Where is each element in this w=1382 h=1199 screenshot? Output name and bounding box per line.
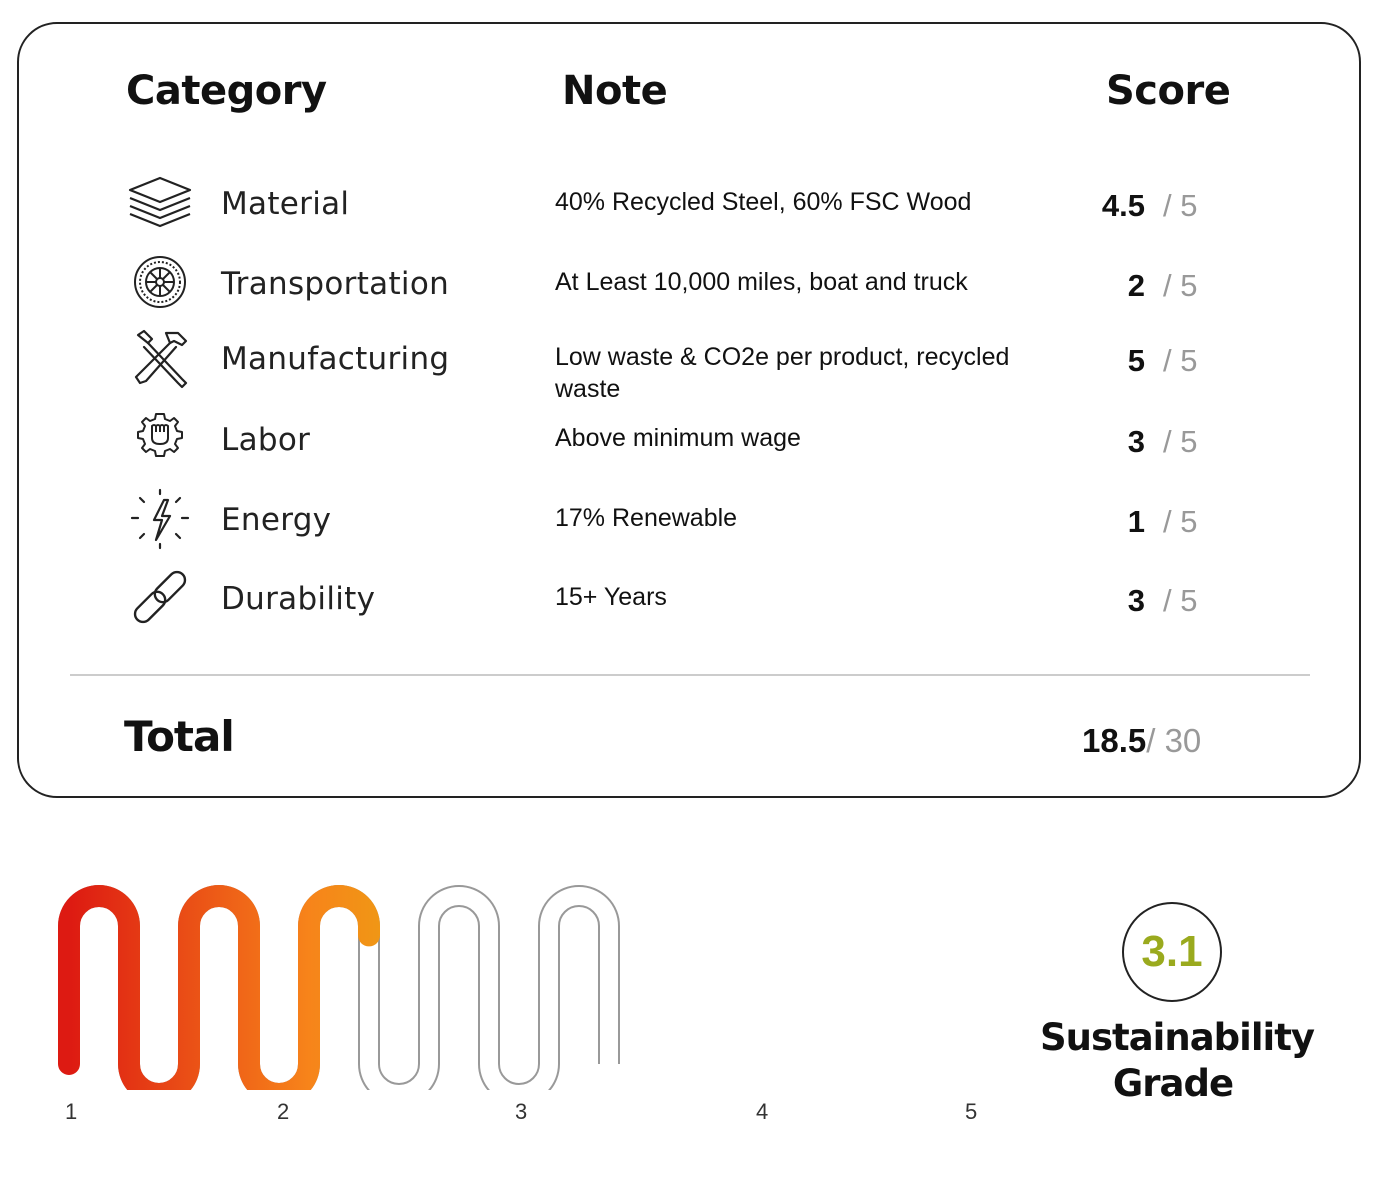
note-text: 17% Renewable xyxy=(555,504,738,532)
total-label: Total xyxy=(124,712,234,761)
category-label: Material xyxy=(221,186,350,222)
table-row xyxy=(0,408,1382,478)
grade-label: Sustainability Grade xyxy=(1040,1016,1314,1105)
score-value: 5 xyxy=(1127,343,1145,378)
note-text: Above minimum wage xyxy=(555,424,801,452)
score-max: / 5 xyxy=(1163,343,1198,378)
note-text: 15+ Years xyxy=(555,583,667,611)
score-max: / 5 xyxy=(1163,504,1198,539)
category-label: Energy xyxy=(221,502,332,538)
grade-meter xyxy=(40,880,1000,1090)
meter-tick-5: 5 xyxy=(965,1099,978,1124)
table-row xyxy=(0,172,1382,242)
total-max: / 30 xyxy=(1146,722,1202,759)
score-max: / 5 xyxy=(1163,268,1198,303)
table-row xyxy=(0,252,1382,322)
category-header: Category xyxy=(126,68,327,114)
table-row xyxy=(0,567,1382,637)
note-header: Note xyxy=(562,68,668,114)
tools-icon xyxy=(126,327,196,391)
category-label: Labor xyxy=(221,422,311,458)
tire-icon xyxy=(126,252,196,316)
meter-track-empty xyxy=(69,896,609,1090)
score-value: 3 xyxy=(1127,424,1145,459)
score-max: / 5 xyxy=(1163,188,1198,223)
total-value: 18.5 xyxy=(1082,722,1147,759)
score-max: / 5 xyxy=(1163,424,1198,459)
meter-fill xyxy=(69,896,609,1090)
divider xyxy=(70,674,1310,676)
meter-track-outline xyxy=(69,896,609,1090)
lightning-icon xyxy=(126,488,196,552)
note-text: Low waste & CO2e per product, recycled waste xyxy=(555,343,1010,403)
meter-tick-2: 2 xyxy=(277,1099,290,1124)
table-row xyxy=(0,327,1382,403)
category-label: Manufacturing xyxy=(221,341,450,377)
note-text: At Least 10,000 miles, boat and truck xyxy=(555,268,968,296)
meter-tick-3: 3 xyxy=(515,1099,528,1124)
layers-icon xyxy=(126,172,196,236)
score-value: 4.5 xyxy=(1101,188,1145,223)
score-value: 3 xyxy=(1127,583,1145,618)
score-header: Score xyxy=(1106,68,1231,114)
score-value: 1 xyxy=(1127,504,1145,539)
category-label: Durability xyxy=(221,581,376,617)
total-score xyxy=(1082,722,1201,760)
category-label: Transportation xyxy=(221,266,450,302)
meter-tick-4: 4 xyxy=(756,1099,769,1124)
chain-link-icon xyxy=(126,567,196,631)
score-value: 2 xyxy=(1127,268,1145,303)
score-max: / 5 xyxy=(1163,583,1198,618)
fist-gear-icon xyxy=(126,408,196,472)
table-row xyxy=(0,488,1382,558)
meter-tick-1: 1 xyxy=(65,1099,78,1124)
note-text: 40% Recycled Steel, 60% FSC Wood xyxy=(555,188,972,216)
grade-badge: 3.1 xyxy=(1122,902,1222,1002)
